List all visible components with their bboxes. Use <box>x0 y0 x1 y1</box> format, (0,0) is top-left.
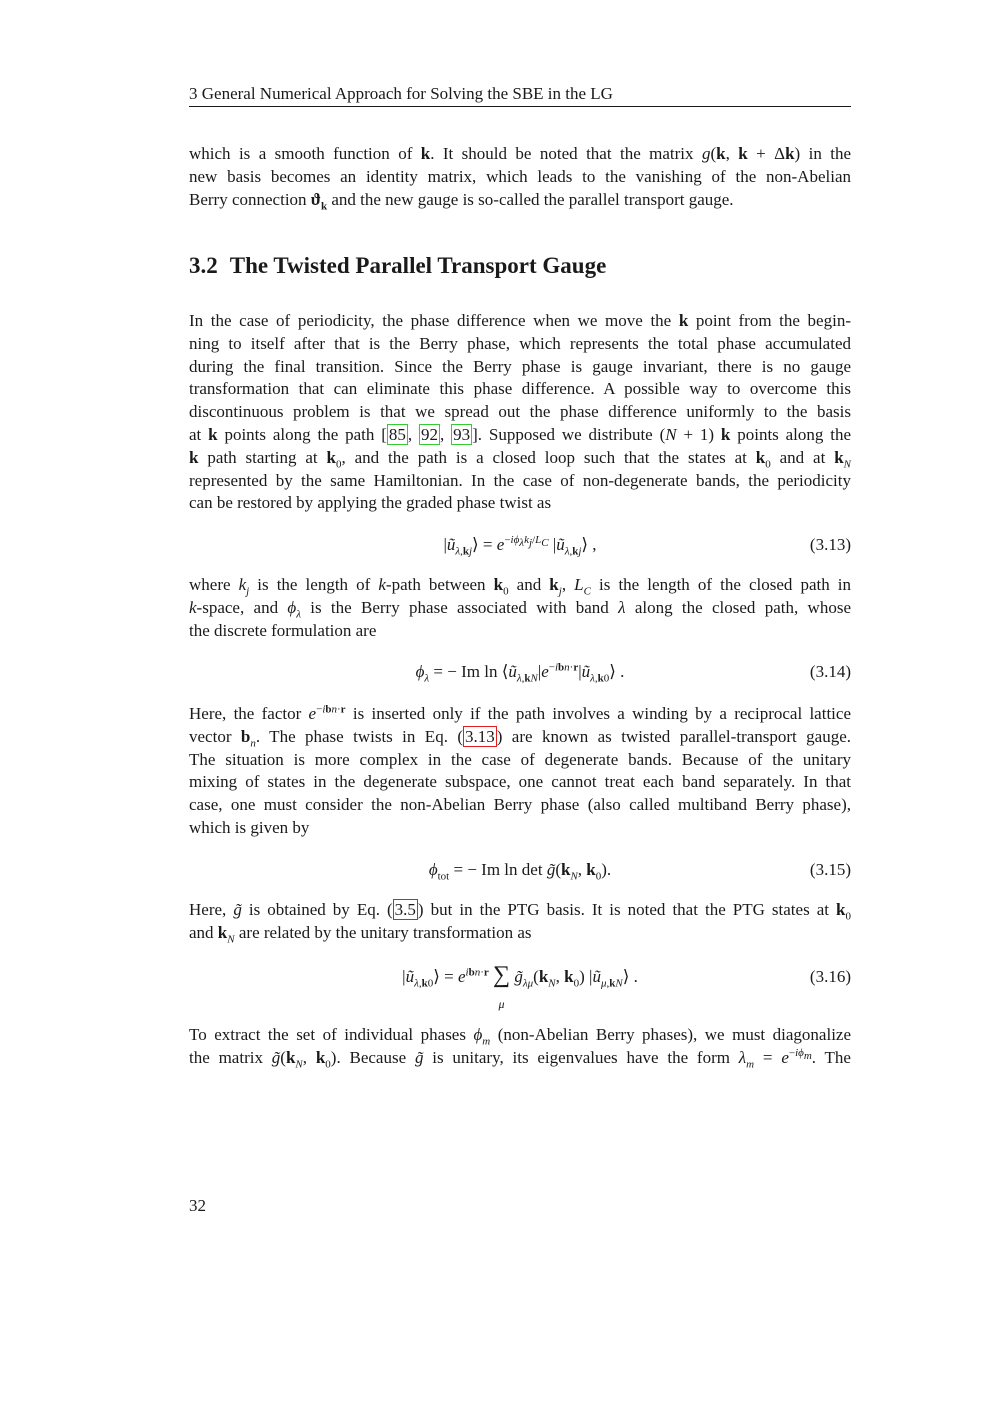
citation-link[interactable]: 93 <box>453 424 471 444</box>
equation-number: (3.16) <box>809 967 851 986</box>
paragraph-periodicity: In the case of periodicity, the phase difference when we move the k point from the begin- ning to itself after that is the Berry phase, which represents the total phase accumulated during the final transition. Since the Berry phase is gauge invariant, there is no gauge transformation that can eliminate this phase difference. A possible way to overcome this discontinuous problem is that we spread out the phase difference uniformly to the basis at k points along the path [ 85 , 92 , 93 ]. Supposed we distribute (N + 1) k points along the k path starting at $k_0$, and the path is a closed loop such that the states at $k_0$ and at $k_N$ represented by the same Hamiltonian. In the case of non-degenerate bands, the periodicity can be restored by applying the graded phase twist as <box>189 311 852 513</box>
paragraph-ptg: Here, g̃ is obtained by Eq. ( 3.5 ) but in the PTG basis. It is noted that the PTG states at $k_0$ and $k_N$ are related by the unitary transformation as <box>189 900 851 946</box>
paragraph-extract: To extract the set of individual phases $\phi_m$ (non-Abelian Berry phases), we must diagonalize the matrix $g̃(k_N$, $k_0$). Because g̃ is unitary, its eigenvalues have the form $\lambda_m = e^{-i\phi_m}$. The <box>189 1025 852 1071</box>
equation-number: (3.15) <box>809 860 851 879</box>
equation-3-16: $|ũ_{\lambda,k0}⟩ = e^{ibn\cdot r}$ ∑ μ $g̃_{\lambda\mu}(k_N$, $k_0$) $|ũ_{\mu,kN}⟩$ . (3.16) <box>402 962 851 1011</box>
citation-link[interactable]: 85 <box>388 424 406 444</box>
running-header: 3 General Numerical Approach for Solving the SBE in the LG <box>189 83 851 107</box>
section-heading <box>189 252 851 280</box>
section-number: 3.2 <box>189 253 218 278</box>
equation-number: (3.14) <box>809 662 851 681</box>
equation-3-15: $\phi_{tot}$ = − Im $\ln \det g̃(k_N$, $k_0$). (3.15) <box>189 855 851 889</box>
equation-reference-link[interactable]: 3.5 <box>394 900 416 919</box>
equation-3-13: $|ũ_{\lambda,kj}⟩ = e^{-i\phi_\lambda k_j/L_C}$ $|ũ_{\lambda,kj}⟩$ , (3.13) <box>189 530 851 564</box>
paragraph-intro: which is a smooth function of k. It should be noted that the matrix g(k, k + Δk) in the new basis becomes an identity matrix, which leads to the vanishing of the non-Abelian Berry connection $ϑ_k$ and the new gauge is so-called the parallel transport gauge. <box>189 144 852 212</box>
paragraph-factor: Here, the factor $e^{-ibn\cdot r}$ is inserted only if the path involves a winding by a reciprocal lattice vector $b_n$. The phase twists in Eq. ( 3.13 ) are known as twisted parallel-transport gauge. The situation is more complex in the case of degenerate bands. Because of the unitary mixing of states in the degenerate subspace, one cannot treat each band separately. In that case, one must consider the non-Abelian Berry phase (also called multiband Berry phase), which is given by <box>189 703 851 837</box>
citation-link[interactable]: 92 <box>421 424 438 444</box>
equation-3-14: $\phi_\lambda$ = − Im $\ln ⟨ũ_{\lambda,kN}|e^{-ibn\cdot r}|ũ_{\lambda,k0}⟩$ . (3.14) <box>189 657 851 691</box>
equation-number: (3.13) <box>809 535 851 554</box>
section-title: The Twisted Parallel Transport Gauge <box>229 253 607 278</box>
paragraph-where: where $k_j$ is the length of k-path between $k_0$ and $k_j$, $L_C$ is the length of the closed path in k-space, and $\phi_\lambda$ is the Berry phase associated with band λ along the closed path, whose the discrete formulation are <box>189 575 852 640</box>
page-number: 32 <box>189 1196 206 1215</box>
equation-reference-link[interactable]: 3.13 <box>465 726 495 746</box>
